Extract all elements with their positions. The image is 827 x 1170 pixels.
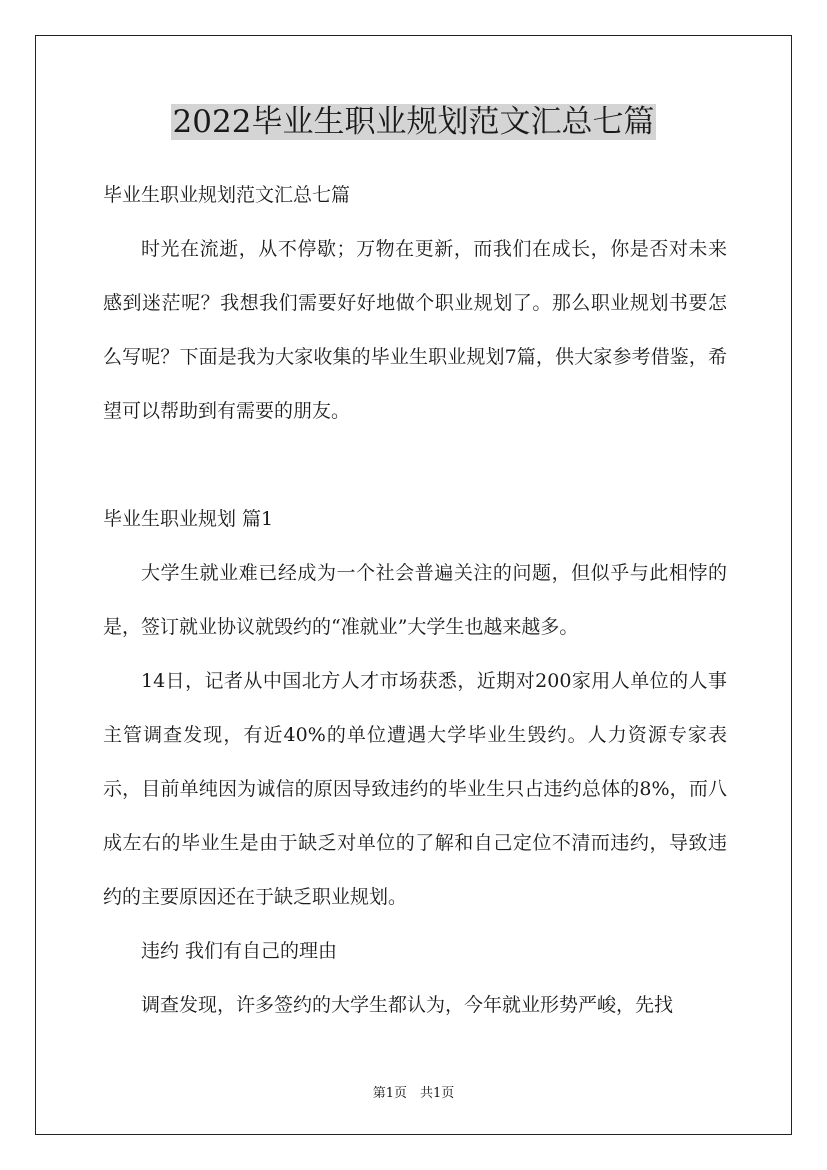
body-paragraph-3: 调查发现，许多签约的大学生都认为，今年就业形势严峻，先找 [141,994,674,1016]
document-subtitle: 毕业生职业规划范文汇总七篇 [103,184,351,206]
section-heading: 毕业生职业规划 篇1 [103,508,274,530]
intro-paragraph: 时光在流逝，从不停歇；万物在更新，而我们在成长，你是否对未来感到迷茫呢？我想我们需要好好地做个职业规划了。那么职业规划书要怎么写呢？下面是我为大家收集的毕业生职业规划7篇，供大家参考借鉴，希望可以帮助到有需要的朋友。 [103,238,727,422]
document-body [103,168,727,1032]
paragraph-gap [103,438,727,492]
subheading: 违约 我们有自己的理由 [141,940,338,962]
document-title: 2022毕业生职业规划范文汇总七篇 [172,104,655,140]
page-footer: 第1页 共1页 [372,1086,455,1101]
body-paragraph-2: 14日，记者从中国北方人才市场获悉，近期对200家用人单位的人事主管调查发现，有近40%的单位遭遇大学毕业生毁约。人力资源专家表示，目前单纯因为诚信的原因导致违约的毕业生只占违约总体的8%，而八成左右的毕业生是由于缺乏对单位的了解和自己定位不清而违约，导致违约的主要原因还在于缺乏职业规划。 [103,670,727,908]
body-paragraph-1: 大学生就业难已经成为一个社会普遍关注的问题，但似乎与此相悖的是，签订就业协议就毁约的“准就业”大学生也越来越多。 [103,562,727,638]
